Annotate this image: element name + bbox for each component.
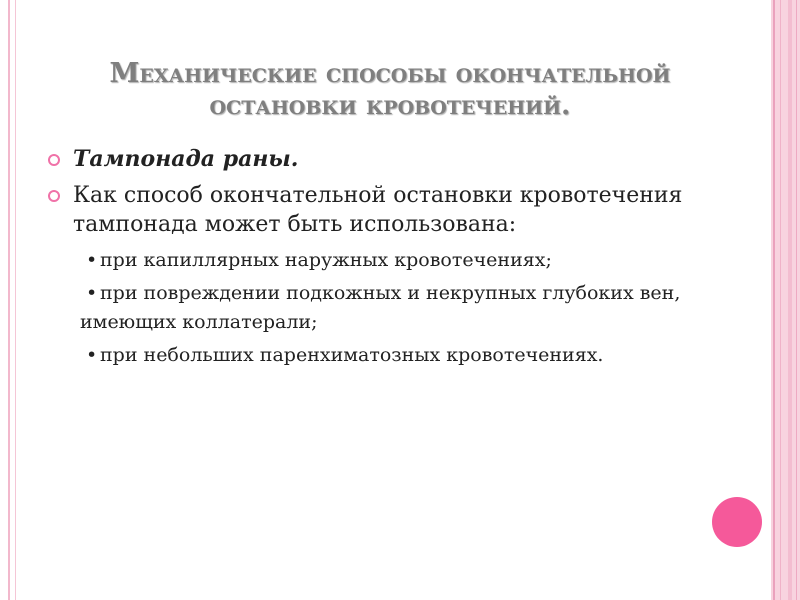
- dot-bullet-icon: •: [86, 249, 98, 271]
- bullet-item: [0, 181, 760, 239]
- bullet-item: [0, 145, 760, 174]
- bullet-text: Как способ окончательной остановки кровотечения тампонада может быть использована:: [73, 183, 683, 237]
- sub-bullet-item: [0, 246, 760, 275]
- slide-body: [0, 145, 760, 374]
- sub-bullet-text: при повреждении подкожных и некрупных глубоких вен, имеющих коллатерали;: [80, 282, 681, 333]
- sub-bullet-item: [0, 279, 760, 337]
- sub-bullet-item: [0, 341, 760, 370]
- slide-title: Механические способы окончательной остановки кровотечений.: [109, 58, 671, 121]
- circle-outline-icon: [48, 190, 60, 202]
- right-decorative-stripe: [771, 0, 800, 600]
- bullet-text: Тампонада раны.: [73, 146, 299, 172]
- dot-bullet-icon: •: [86, 344, 98, 366]
- dot-bullet-icon: •: [86, 282, 98, 304]
- sub-bullet-text: при капиллярных наружных кровотечениях;: [100, 249, 552, 271]
- circle-outline-icon: [48, 154, 60, 166]
- pink-circle-icon: [712, 497, 762, 547]
- sub-bullet-text: при небольших паренхиматозных кровотечениях.: [100, 344, 604, 366]
